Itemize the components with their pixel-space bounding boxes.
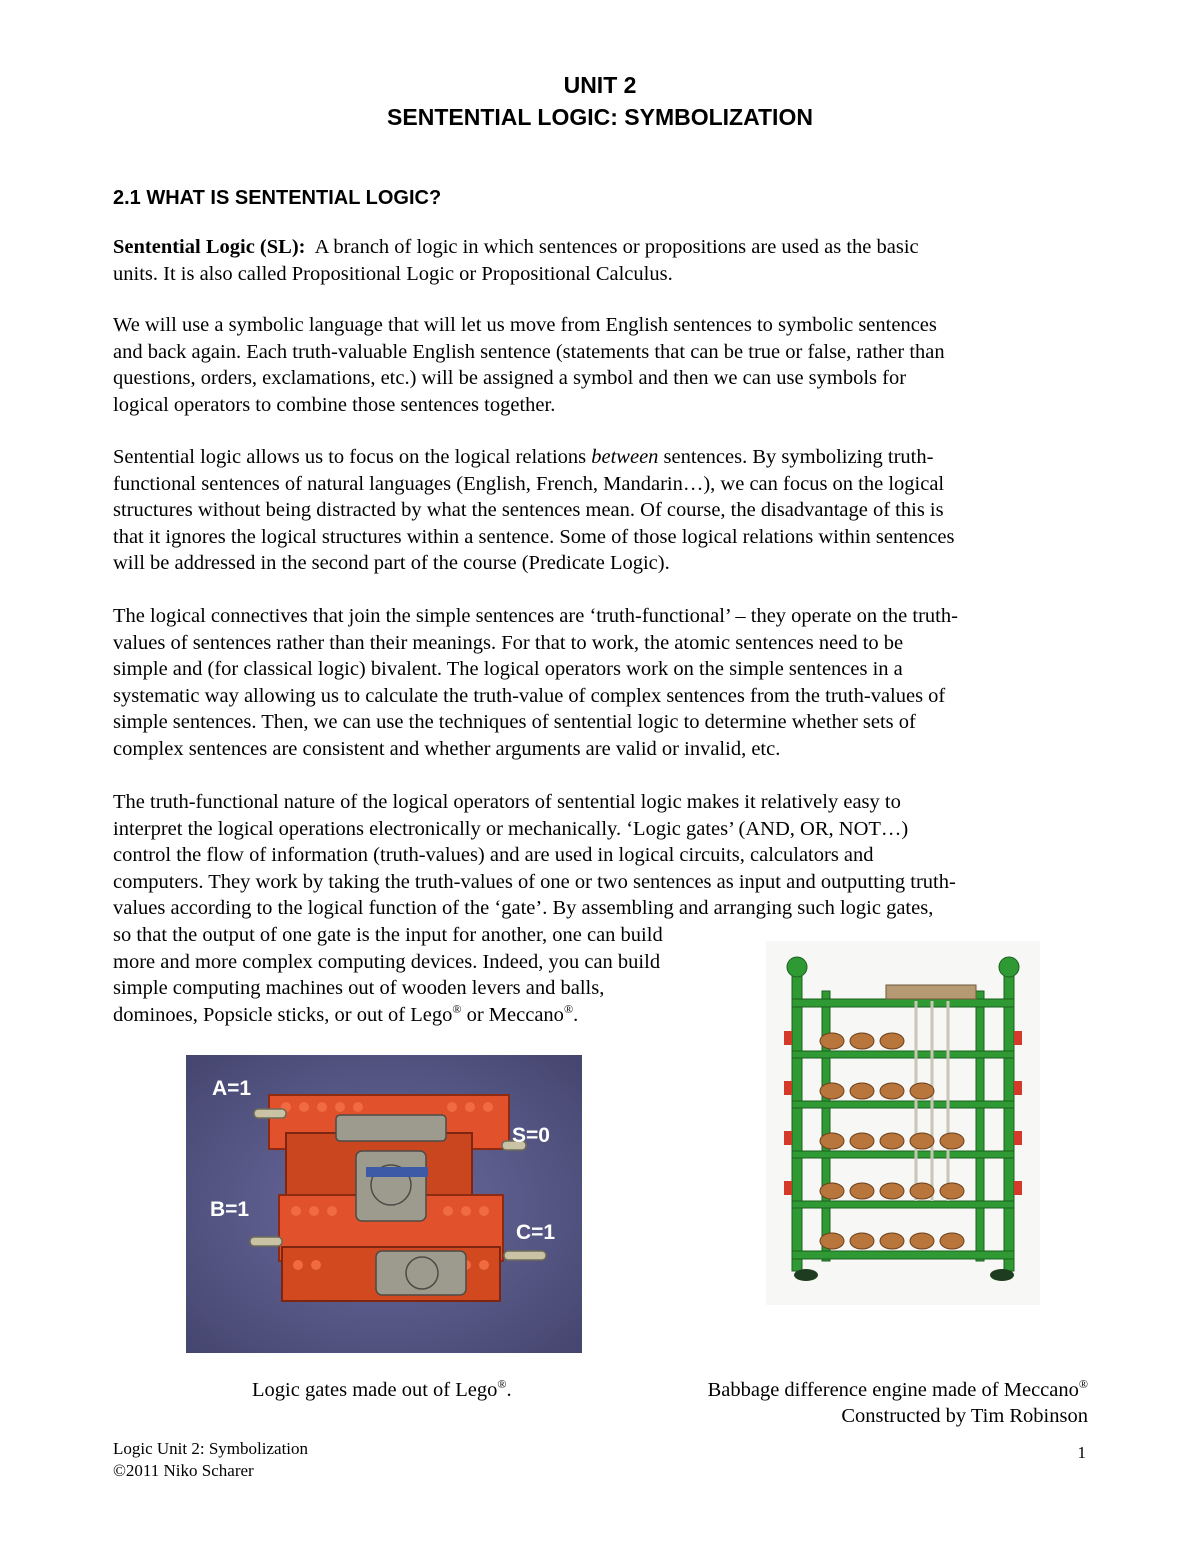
section-heading: 2.1 WHAT IS SENTENTIAL LOGIC? — [113, 187, 442, 209]
caption-text: Logic gates made out of Lego — [252, 1379, 498, 1401]
top-wheel-left — [787, 957, 807, 977]
registered-mark: ® — [1078, 1377, 1088, 1392]
text-line: so that the output of one gate is the input for another, one can build — [113, 923, 663, 946]
caption-text: . — [506, 1379, 512, 1401]
text-line: logical operators to combine those sentences together. — [113, 393, 556, 416]
text-line: control the flow of information (truth-values) and are used in logical circuits, calculators and — [113, 844, 874, 867]
meccano-photo-illustration — [766, 941, 1040, 1305]
meccano-difference-engine-photo — [766, 941, 1040, 1305]
foot-right — [990, 1269, 1014, 1281]
top-mechanism — [886, 985, 976, 999]
text-line: that it ignores the logical structures within a sentence. Some of those logical relations within sentences — [113, 525, 955, 548]
label-a-eq-1: A=1 — [212, 1077, 252, 1100]
text-line: and back again. Each truth-valuable English sentence (statements that can be true or false, rather than — [113, 340, 945, 363]
footer-title: Logic Unit 2: Symbolization — [113, 1439, 309, 1458]
caption-credit: Constructed by Tim Robinson — [841, 1405, 1088, 1427]
text-line: systematic way allowing us to calculate the truth-value of complex sentences from the truth-values of — [113, 684, 946, 707]
caption-meccano — [708, 1377, 1088, 1429]
label-s-eq-0: S=0 — [512, 1124, 550, 1147]
text-line: simple computing machines out of wooden levers and balls, — [113, 977, 605, 1000]
registered-mark: ® — [452, 1001, 462, 1016]
page-title: SENTENTIAL LOGIC: SYMBOLIZATION — [387, 104, 813, 130]
text-span: . — [573, 1003, 579, 1026]
text-line: The logical connectives that join the simple sentences are ‘truth-functional’ – they operate on the truth- — [113, 605, 958, 627]
label-b-eq-1: B=1 — [210, 1198, 250, 1221]
text-line: values of sentences rather than their meanings. For that to work, the atomic sentences need to be — [113, 631, 904, 654]
label-c-eq-1: C=1 — [516, 1221, 556, 1244]
unit-heading: UNIT 2 — [563, 72, 637, 98]
footer-copyright: ©2011 Niko Scharer — [113, 1461, 254, 1480]
lego-photo-illustration — [186, 1055, 582, 1353]
text-line: interpret the logical operations electronically or mechanically. ‘Logic gates’ (AND, OR, NOT…) — [113, 817, 909, 840]
text-line: functional sentences of natural languages (English, French, Mandarin…), we can focus on the logical — [113, 472, 945, 495]
text-line: structures without being distracted by what the sentences mean. Of course, the disadvantage of this is — [113, 499, 944, 522]
definition-text: A branch of logic in which sentences or propositions are used as the basic — [314, 236, 919, 258]
paragraph-symbolic-language — [113, 312, 1088, 418]
text-span: sentences. By symbolizing truth- — [658, 446, 934, 468]
text-line: values according to the logical function of the ‘gate’. By assembling and arranging such logic gates, — [113, 897, 934, 920]
registered-mark: ® — [497, 1377, 507, 1392]
text-span: or Meccano — [461, 1003, 564, 1026]
definition-paragraph — [113, 234, 1088, 287]
registered-mark: ® — [563, 1001, 574, 1016]
caption-line — [708, 1377, 1088, 1403]
text-line: The truth-functional nature of the logical operators of sentential logic makes it relatively easy to — [113, 791, 901, 813]
text-line: simple sentences. Then, we can use the techniques of sentential logic to determine whether sets of — [113, 711, 916, 734]
text-line: complex sentences are consistent and whether arguments are valid or invalid, etc. — [113, 737, 781, 760]
paragraph-logical-relations — [113, 444, 1088, 577]
paragraph-truth-functional — [113, 603, 1088, 763]
text-line: more and more complex computing devices. Indeed, you can build — [113, 950, 661, 973]
text-line: computers. They work by taking the truth-values of one or two sentences as input and outputting truth- — [113, 870, 956, 893]
caption-lego — [252, 1377, 512, 1403]
page-number: 1 — [1077, 1443, 1086, 1462]
definition-line — [113, 234, 1088, 261]
text-line — [113, 444, 1088, 471]
text-line: simple and (for classical logic) bivalent. The logical operators work on the simple sentences in a — [113, 658, 903, 681]
lego-logic-gate-photo — [186, 1055, 582, 1353]
text-line: We will use a symbolic language that will let us move from English sentences to symbolic sentences — [113, 314, 937, 336]
text-span: Sentential logic allows us to focus on the logical relations — [113, 446, 592, 468]
definition-line: units. It is also called Propositional Logic or Propositional Calculus. — [113, 262, 673, 285]
text-line: questions, orders, exclamations, etc.) will be assigned a symbol and then we can use symbols for — [113, 367, 907, 390]
footer — [113, 1438, 308, 1482]
caption-text: Babbage difference engine made of Meccano — [707, 1379, 1079, 1401]
blue-axle — [366, 1167, 428, 1177]
definition-term: Sentential Logic (SL): — [113, 236, 306, 258]
text-line: will be addressed in the second part of the course (Predicate Logic). — [113, 552, 670, 575]
emphasis-between: between — [591, 446, 659, 468]
foot-left — [794, 1269, 818, 1281]
text-span: dominoes, Popsicle sticks, or out of Lego — [113, 1003, 453, 1026]
top-wheel-right — [999, 957, 1019, 977]
